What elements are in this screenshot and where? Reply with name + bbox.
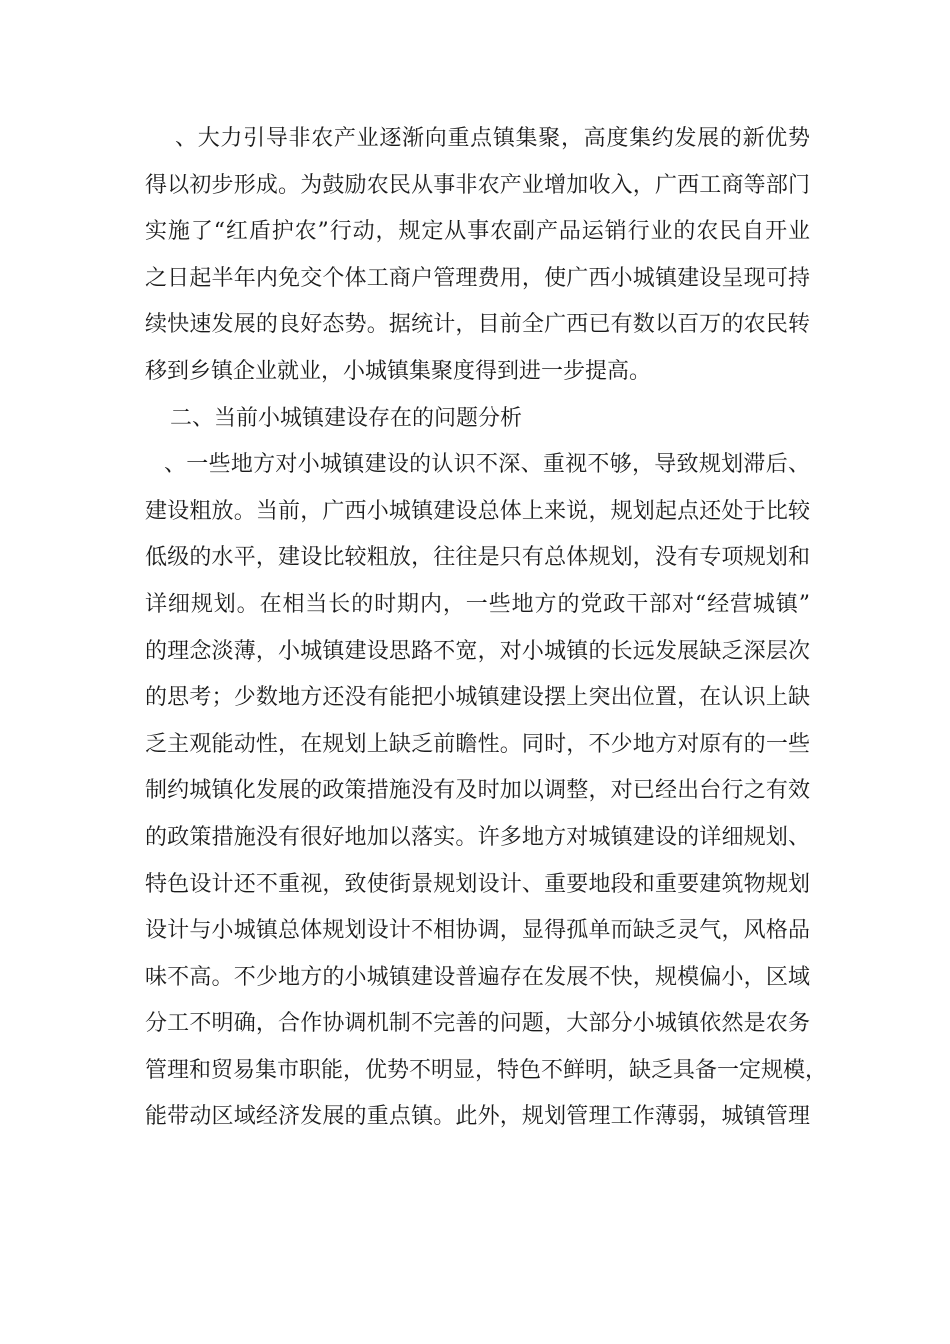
section-heading: 二、当前小城镇建设存在的问题分析 [170, 405, 523, 431]
paragraph-2-line-11: 设计与小城镇总体规划设计不相协调，显得孤单而缺乏灵气，风格品 [145, 918, 810, 944]
paragraph-2-line-9: 的政策措施没有很好地加以落实。许多地方对城镇建设的详细规划、 [145, 824, 810, 850]
paragraph-2-line-14: 管理和贸易集市职能，优势不明显，特色不鲜明，缺乏具备一定规模， [145, 1057, 828, 1083]
paragraph-1-line-1: 、大力引导非农产业逐渐向重点镇集聚，高度集约发展的新优势 [175, 126, 810, 151]
paragraph-2-line-4: 详细规划。在相当长的时期内，一些地方的党政干部对“经营城镇” [145, 591, 810, 617]
paragraph-2-line-12: 味不高。不少地方的小城镇建设普遍存在发展不快，规模偏小，区域 [145, 964, 810, 990]
paragraph-2-line-15: 能带动区域经济发展的重点镇。此外，规划管理工作薄弱，城镇管理 [145, 1104, 810, 1130]
paragraph-1-line-3: 实施了“红盾护农”行动，规定从事农副产品运销行业的农民自开业 [145, 219, 810, 245]
paragraph-1-line-5: 续快速发展的良好态势。据统计，目前全广西已有数以百万的农民转 [145, 312, 810, 338]
paragraph-1-line-2: 得以初步形成。为鼓励农民从事非农产业增加收入，广西工商等部门 [145, 172, 810, 198]
paragraph-2-line-1: 、一些地方对小城镇建设的认识不深、重视不够，导致规划滞后、 [164, 452, 810, 478]
paragraph-2-line-13: 分工不明确，合作协调机制不完善的问题，大部分小城镇依然是农务 [145, 1011, 810, 1037]
paragraph-2-line-7: 乏主观能动性，在规划上缺乏前瞻性。同时，不少地方对原有的一些 [145, 731, 810, 757]
paragraph-2-line-8: 制约城镇化发展的政策措施没有及时加以调整，对已经出台行之有效 [145, 778, 810, 804]
paragraph-2-line-5: 的理念淡薄，小城镇建设思路不宽，对小城镇的长远发展缺乏深层次 [145, 638, 810, 664]
paragraph-1-line-4: 之日起半年内免交个体工商户管理费用，使广西小城镇建设呈现可持 [145, 265, 810, 291]
paragraph-2-line-2: 建设粗放。当前，广西小城镇建设总体上来说，规划起点还处于比较 [145, 498, 810, 524]
paragraph-2-line-10: 特色设计还不重视，致使街景规划设计、重要地段和重要建筑物规划 [145, 871, 810, 897]
paragraph-1-line-6: 移到乡镇企业就业，小城镇集聚度得到进一步提高。 [145, 358, 652, 384]
paragraph-2-line-6: 的思考；少数地方还没有能把小城镇建设摆上突出位置，在认识上缺 [145, 685, 810, 711]
document-body [145, 116, 828, 1141]
paragraph-2-line-3: 低级的水平，建设比较粗放，往往是只有总体规划，没有专项规划和 [145, 545, 810, 571]
